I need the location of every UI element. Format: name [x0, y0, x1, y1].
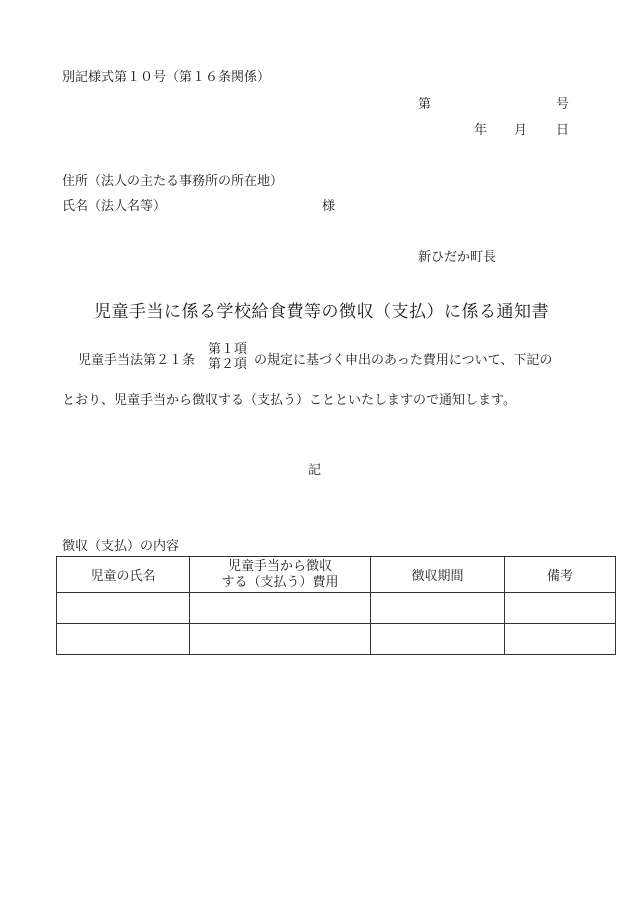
issuer: 新ひだか町長	[418, 250, 497, 265]
header-fee	[190, 557, 371, 593]
cell-fee[interactable]	[190, 624, 371, 655]
table-row	[57, 624, 616, 655]
doc-number-prefix: 第	[418, 97, 432, 112]
recipient-address-label: 住所（法人の主たる事務所の所在地）	[62, 174, 284, 189]
ki-marker: 記	[308, 463, 322, 478]
date-month: 月	[514, 123, 528, 138]
recipient-honorific: 様	[322, 199, 336, 214]
date-year: 年	[474, 123, 488, 138]
form-number: 別記様式第１０号（第１６条関係）	[62, 70, 271, 85]
document-title: 児童手当に係る学校給食費等の徴収（支払）に係る通知書	[94, 302, 549, 322]
clause-options	[208, 342, 247, 372]
date-day: 日	[556, 123, 570, 138]
table-caption: 徴収（支払）の内容	[62, 539, 180, 554]
table-row	[57, 593, 616, 624]
clause-option-1: 第１項	[208, 342, 248, 357]
recipient-name-label: 氏名（法人名等）	[62, 199, 167, 214]
contents-table	[56, 556, 616, 655]
cell-remarks[interactable]	[505, 593, 616, 624]
cell-fee[interactable]	[190, 593, 371, 624]
header-remarks: 備考	[505, 557, 616, 593]
cell-child-name[interactable]	[57, 624, 190, 655]
header-fee-line2: する（支払う）費用	[221, 574, 339, 590]
cell-child-name[interactable]	[57, 593, 190, 624]
cell-period[interactable]	[371, 624, 505, 655]
body-line1-end: の規定に基づく申出のあった費用について、下記の	[254, 353, 553, 368]
header-fee-line1: 児童手当から徴収	[227, 558, 332, 574]
header-period: 徴収期間	[371, 557, 505, 593]
body-line2: とおり、児童手当から徴収する（支払う）ことといたしますので通知します。	[62, 393, 516, 408]
clause-option-2: 第２項	[208, 357, 248, 372]
header-child-name: 児童の氏名	[57, 557, 190, 593]
doc-number-suffix: 号	[556, 97, 570, 112]
body-line1-start: 児童手当法第２１条	[78, 353, 196, 368]
table-header-row	[57, 557, 616, 593]
cell-remarks[interactable]	[505, 624, 616, 655]
cell-period[interactable]	[371, 593, 505, 624]
